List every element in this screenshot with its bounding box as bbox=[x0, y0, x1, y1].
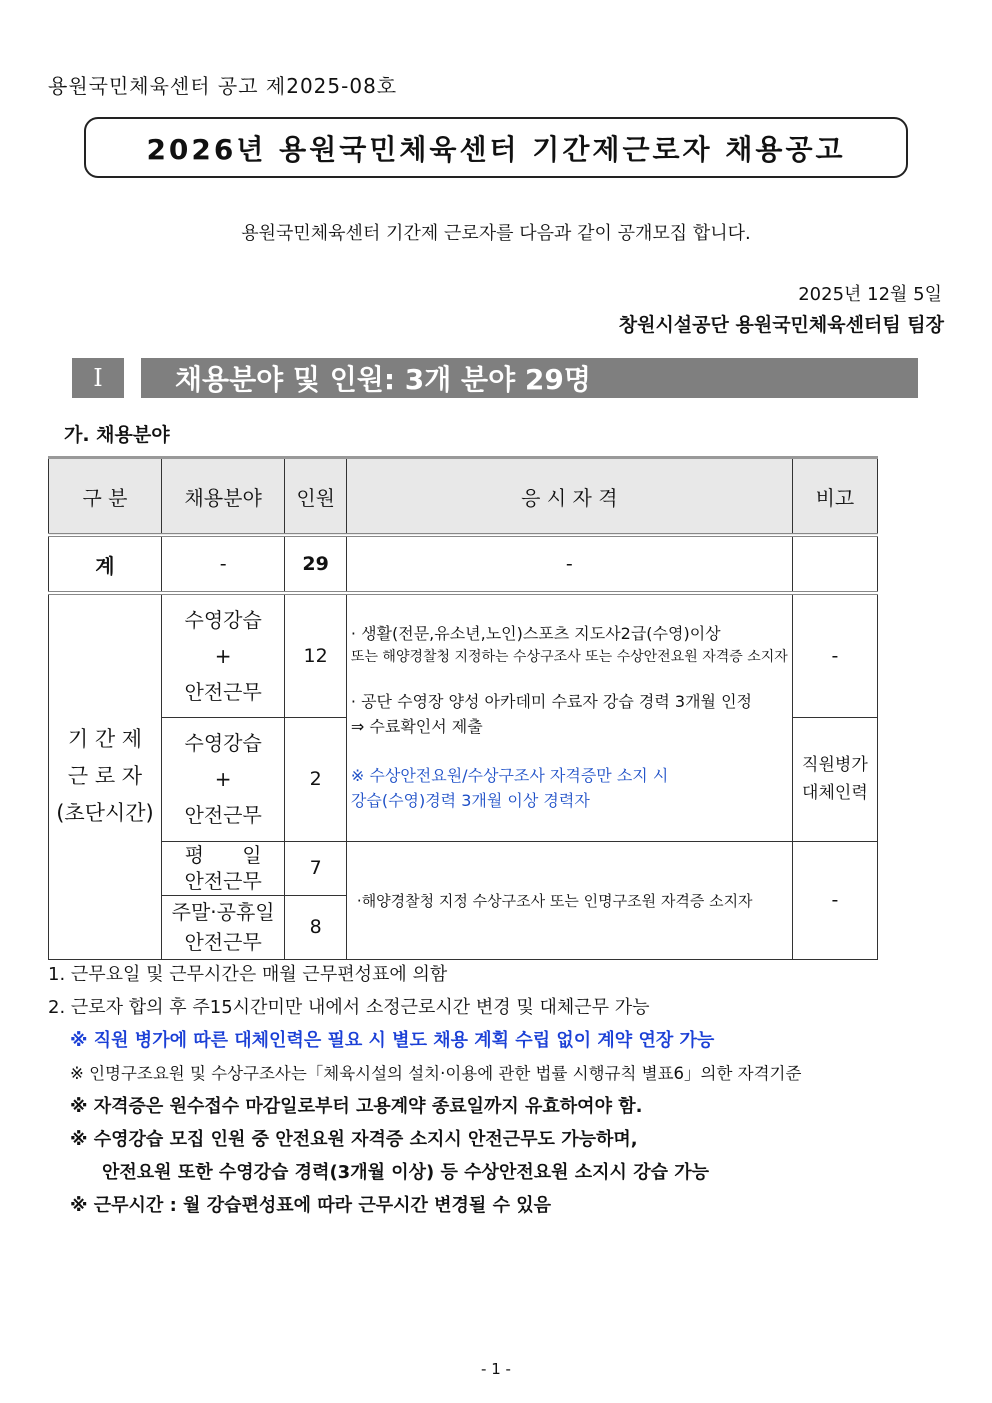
note-item: ※ 수영강습 모집 인원 중 안전요원 자격증 소지시 안전근무도 가능하며, bbox=[70, 1129, 638, 1150]
total-count: 29 bbox=[285, 535, 347, 593]
signer: 창원시설공단 용원국민체육센터팀 팀장 bbox=[618, 314, 944, 336]
field-weekday-safety: 평 일 안전근무 bbox=[161, 841, 284, 895]
section-number: Ⅰ bbox=[72, 358, 124, 398]
header-note: 비고 bbox=[792, 458, 877, 536]
field-swim-safety-12: 수영강습 + 안전근무 bbox=[161, 593, 284, 717]
total-field: - bbox=[161, 535, 284, 593]
note-item: 2. 근로자 합의 후 주15시간미만 내에서 소정근로시간 변경 및 대체근무 가능 bbox=[48, 997, 650, 1018]
total-qual: - bbox=[346, 535, 792, 593]
page-number: - 1 - bbox=[481, 1360, 511, 1378]
note-item: 1. 근무요일 및 근무시간은 매월 근무편성표에 의함 bbox=[48, 964, 448, 985]
recruitment-table bbox=[48, 456, 878, 960]
note-12: - bbox=[792, 593, 877, 717]
table-header-row bbox=[49, 458, 878, 536]
count-7: 7 bbox=[285, 841, 347, 895]
count-2: 2 bbox=[285, 717, 347, 841]
header-qualification: 응 시 자 격 bbox=[346, 458, 792, 536]
header-count: 인원 bbox=[285, 458, 347, 536]
note-item: ※ 인명구조요원 및 수상구조사는「체육시설의 설치·이용에 관한 법률 시행규칙 별표6」의한 자격기준 bbox=[70, 1064, 802, 1083]
total-label: 계 bbox=[49, 535, 162, 593]
notes-list bbox=[48, 958, 948, 1222]
header-field: 채용분야 bbox=[161, 458, 284, 536]
notice-number: 용원국민체육센터 공고 제2025-08호 bbox=[48, 74, 398, 98]
intro-text: 용원국민체육센터 기간제 근로자를 다음과 같이 공개모집 합니다. bbox=[241, 223, 751, 244]
qualification-swim: · 생활(전문,유소년,노인)스포츠 지도사2급(수영)이상 또는 해양경찰청 지정하는 수상구조사 또는 수상안전요원 자격증 소지자 · 공단 수영장 양성 아카데미 수료자 강습 경력 3개월 인정 ⇒ 수료확인서 제출 ※ 수상안전요원/수상구조사 자격증만 소지 시 강습(수영)경력 3개월 이상 경력자 bbox=[346, 593, 792, 841]
note-item: ※ 직원 병가에 따른 대체인력은 필요 시 별도 채용 계획 수립 없이 계약 연장 가능 bbox=[70, 1030, 715, 1051]
note-item: ※ 자격증은 원수접수 마감일로부터 고용계약 종료일까지 유효하여야 함. bbox=[70, 1096, 643, 1117]
qualification-safety: ·해양경찰청 지정 수상구조사 또는 인명구조원 자격증 소지자 bbox=[346, 841, 792, 959]
group-label: 기 간 제 근 로 자 (초단시간) bbox=[49, 593, 162, 959]
note-substitute: 직원병가 대체인력 bbox=[792, 717, 877, 841]
note-safety: - bbox=[792, 841, 877, 959]
section-title: 채용분야 및 인원: 3개 분야 29명 bbox=[141, 358, 918, 398]
field-swim-safety-2: 수영강습 + 안전근무 bbox=[161, 717, 284, 841]
table-row bbox=[49, 841, 878, 895]
count-12: 12 bbox=[285, 593, 347, 717]
subsection-title: 가. 채용분야 bbox=[64, 424, 170, 446]
notice-date: 2025년 12월 5일 bbox=[798, 284, 942, 305]
header-category: 구 분 bbox=[49, 458, 162, 536]
total-note bbox=[792, 535, 877, 593]
table-row-total bbox=[49, 535, 878, 593]
note-item: ※ 근무시간 : 월 강습편성표에 따라 근무시간 변경될 수 있음 bbox=[70, 1195, 552, 1216]
count-8: 8 bbox=[285, 895, 347, 959]
field-weekend-safety: 주말·공휴일 안전근무 bbox=[161, 895, 284, 959]
document-title: 2026년 용원국민체육센터 기간제근로자 채용공고 bbox=[84, 117, 908, 178]
note-item: 안전요원 또한 수영강습 경력(3개월 이상) 등 수상안전요원 소지시 강습 가능 bbox=[102, 1162, 710, 1183]
table-row bbox=[49, 593, 878, 717]
